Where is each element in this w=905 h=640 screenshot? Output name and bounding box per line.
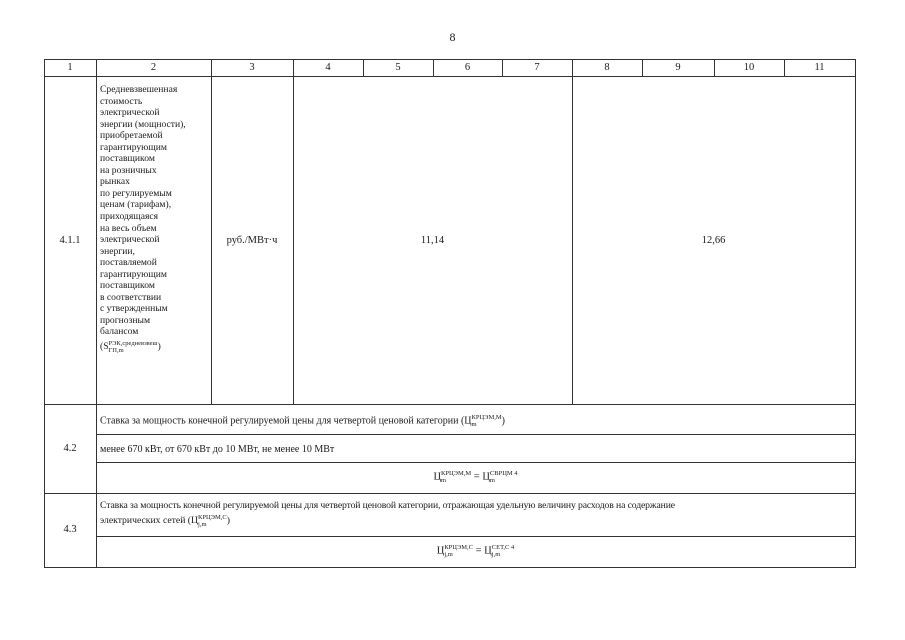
header-col-7: 7 — [534, 62, 540, 73]
row-divider-411 — [44, 404, 855, 405]
row-42-title-sub: m — [471, 421, 477, 428]
symbol-subscript: ГП,m — [108, 347, 124, 355]
row-42-title-sup: КРЦЭМ,М — [471, 414, 502, 421]
col-divider-3 — [293, 59, 294, 404]
row-43-number: 4.3 — [63, 524, 77, 535]
row-43-title-line1: Ставка за мощность конечной регулируемой цены для четвертой ценовой категории, отражающая удельную величину расходов на содержание — [100, 500, 675, 511]
row-43-title-sup: КРЦЭМ,С — [198, 513, 227, 521]
formula-right-sup: СЕТ,С 4 — [491, 544, 515, 551]
desc-line: с утвержденным — [100, 303, 168, 315]
formula-right-sub: j,m — [491, 551, 501, 558]
formula-left-sub: m — [441, 477, 447, 484]
desc-line: Средневзвешенная — [100, 84, 178, 95]
row-42-range: менее 670 кВт, от 670 кВт до 10 МВт, не менее 10 МВт — [100, 444, 335, 455]
formula-right-sup: СВРЦМ 4 — [489, 470, 518, 477]
header-row-divider — [44, 76, 855, 77]
header-col-4: 4 — [325, 62, 331, 73]
header-col-6: 6 — [464, 62, 471, 73]
row-divider-42a — [96, 434, 855, 435]
row-divider-42 — [44, 493, 855, 494]
row-divider-42b — [96, 462, 855, 463]
row-43-formula — [96, 544, 855, 558]
desc-line: энергии (мощности), — [100, 118, 186, 130]
desc-line: на весь объем — [100, 222, 157, 234]
row-42-number: 4.2 — [63, 443, 77, 454]
symbol-close: ) — [157, 341, 161, 353]
desc-line: балансом — [100, 326, 139, 338]
desc-line: ценам (тарифам), — [100, 199, 172, 211]
row-43-title-line2-text: электрических сетей (Ц — [100, 514, 199, 526]
table-border-bottom — [44, 567, 855, 568]
row-43-title-close: ) — [226, 514, 230, 526]
formula-right-sub: m — [489, 477, 495, 484]
row-411-unit: руб./МВт·ч — [226, 235, 278, 246]
col-divider-1 — [96, 59, 97, 568]
desc-line: электрической — [100, 107, 160, 119]
formula-left: Ц — [433, 471, 442, 483]
row-divider-43a — [96, 536, 855, 537]
header-col-1: 1 — [67, 62, 73, 73]
desc-line: приходящаяся — [100, 211, 159, 223]
desc-line: по регулируемым — [100, 187, 172, 199]
formula-left-sub: j,m — [444, 551, 453, 558]
header-col-2: 2 — [150, 62, 157, 73]
table-border-left — [44, 59, 45, 568]
desc-line: гарантирующим — [100, 141, 167, 153]
desc-line: гарантирующим — [100, 268, 167, 280]
table-border-right — [855, 59, 856, 568]
symbol-base: (S — [100, 341, 109, 353]
row-42-title-close: ) — [501, 415, 505, 427]
header-col-10: 10 — [743, 62, 755, 73]
formula-left-sup: КРЦЭМ,М — [441, 470, 472, 477]
desc-line: в соответствии — [100, 291, 162, 303]
symbol-superscript: РЭК,средневзвеш — [108, 340, 158, 348]
desc-symbol — [100, 340, 230, 354]
desc-line: приобретаемой — [100, 130, 163, 142]
desc-line: электрической — [100, 234, 160, 246]
desc-line: на розничных — [100, 164, 157, 176]
desc-line: поставщиком — [100, 280, 155, 292]
row-411-value-4-7: 11,14 — [420, 235, 445, 246]
desc-line: энергии, — [100, 245, 135, 257]
header-col-3: 3 — [249, 62, 255, 73]
row-42-title — [100, 414, 505, 428]
row-43-title — [100, 500, 852, 528]
desc-line: стоимость — [100, 95, 143, 107]
formula-left: Ц — [436, 545, 445, 557]
desc-line: прогнозным — [100, 314, 151, 326]
page-number: 8 — [449, 30, 456, 44]
desc-line: поставляемой — [100, 257, 157, 269]
row-411-number: 4.1.1 — [59, 235, 81, 246]
row-42-title-text: Ставка за мощность конечной регулируемой цены для четвертой ценовой категории (Ц — [100, 415, 472, 427]
formula-eq: = Ц — [473, 545, 492, 557]
row-43-title-sub: j,m — [198, 520, 207, 528]
formula-eq: = Ц — [471, 471, 490, 483]
table-border-top — [44, 59, 855, 60]
row-411-value-8-11: 12,66 — [701, 235, 726, 246]
row-43-title-line2 — [100, 514, 852, 528]
col-divider-7 — [572, 59, 573, 404]
row-42-formula — [96, 470, 855, 484]
desc-line: рынках — [100, 176, 130, 188]
header-col-8: 8 — [604, 62, 610, 73]
row-411-description — [100, 84, 230, 354]
header-col-11: 11 — [814, 62, 825, 73]
header-col-9: 9 — [675, 62, 681, 73]
formula-left-sup: КРЦЭМ,С — [444, 544, 474, 551]
header-col-5: 5 — [395, 62, 401, 73]
desc-line: поставщиком — [100, 153, 155, 165]
